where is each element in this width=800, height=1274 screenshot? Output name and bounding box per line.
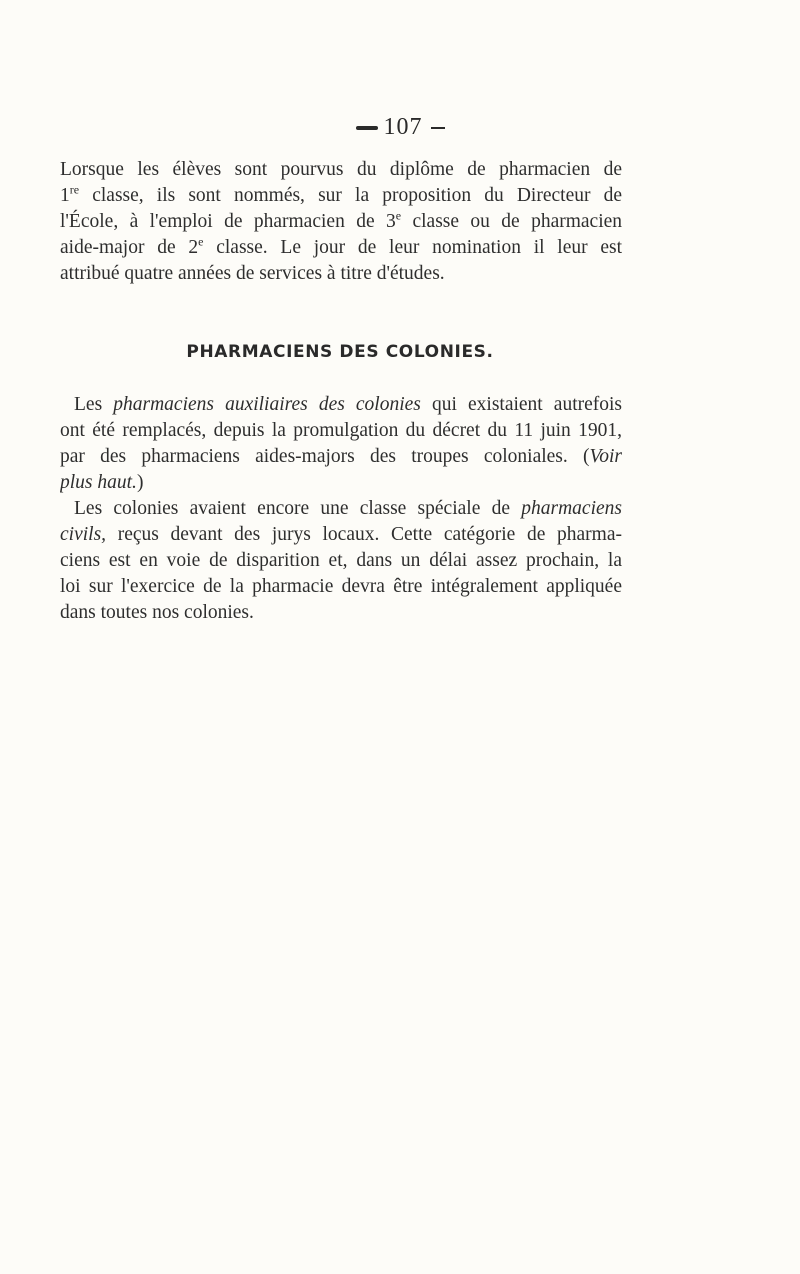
page-number: [0, 114, 800, 141]
paragraph-line: plus haut.): [60, 472, 144, 493]
paragraph-line: par des pharmaciens aides-majors des troupes coloniales. (Voir: [60, 446, 622, 467]
paragraph-line: Les pharmaciens auxiliaires des colonies qui existaient autrefois: [74, 394, 622, 415]
paragraph-civil-pharmacists: [60, 496, 622, 626]
italic-term: Voir: [589, 446, 622, 467]
ordinal-suffix: e: [198, 235, 204, 249]
paragraph-line: 1re classe, ils sont nommés, sur la proposition du Directeur de: [60, 183, 622, 206]
paragraph-line: Les colonies avaient encore une classe spéciale de pharmaciens: [74, 498, 622, 519]
ordinal-suffix: e: [395, 209, 402, 223]
page-number-dash-left: [356, 126, 378, 130]
paragraph-line: loi sur l'exercice de la pharmacie devra être intégralement appliquée: [60, 576, 622, 597]
paragraph-line: aide-major de 2e classe. Le jour de leur nomination il leur est: [60, 235, 622, 258]
paragraph-line: dans toutes nos colonies.: [60, 602, 254, 623]
page-number-text: 107: [383, 114, 423, 140]
page-number-dash-right: [431, 127, 445, 129]
italic-term: civils,: [60, 524, 107, 545]
ordinal-number: 2: [188, 237, 199, 258]
italic-term: pharmaciens auxiliaires des colonies: [113, 394, 421, 415]
paragraph-line: attribué quatre années de services à titre d'études.: [60, 263, 445, 284]
section-heading: PHARMACIENS DES COLONIES.: [186, 342, 494, 362]
paragraph-line: ont été remplacés, depuis la promulgation du décret du 11 juin 1901,: [60, 420, 622, 441]
italic-term: plus haut.: [60, 472, 137, 493]
paragraph-diploma: [60, 157, 622, 287]
paragraph-line: l'École, à l'emploi de pharmacien de 3e classe ou de pharmacien: [60, 209, 622, 232]
paragraph-auxiliary-pharmacists: [60, 392, 622, 496]
ordinal-number: 3: [386, 211, 396, 232]
italic-term: pharmaciens: [521, 498, 622, 519]
ordinal-number: 1: [60, 185, 70, 206]
paragraph-line: Lorsque les élèves sont pourvus du diplôme de pharmacien de: [60, 159, 622, 180]
ordinal-suffix: re: [69, 183, 80, 197]
paragraph-line: civils, reçus devant des jurys locaux. Cette catégorie de pharma-: [60, 524, 622, 545]
paragraph-line: ciens est en voie de disparition et, dans un délai assez prochain, la: [60, 550, 622, 571]
